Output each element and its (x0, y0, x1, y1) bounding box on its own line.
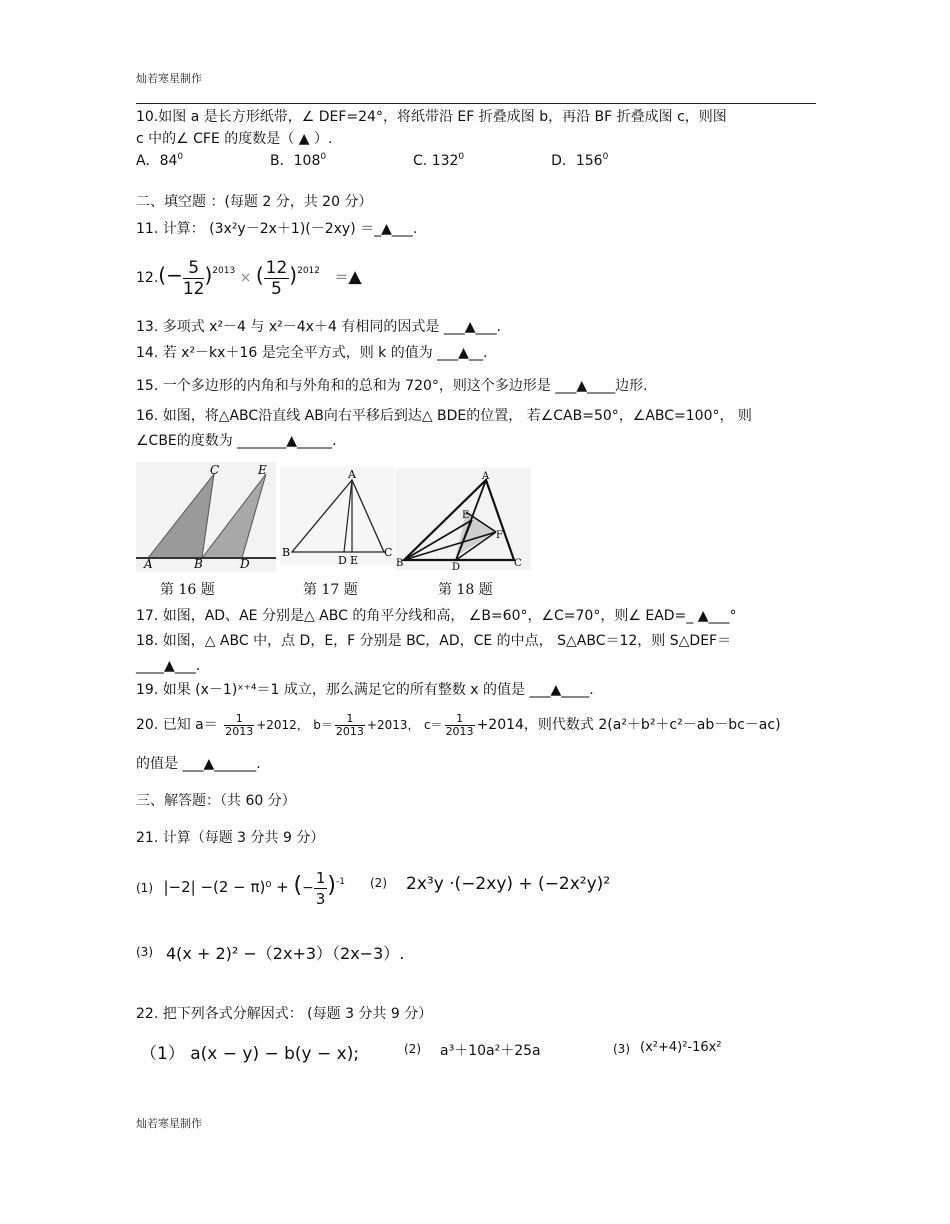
section3-title: 三、解答题：（共 60 分） (136, 793, 296, 809)
figure-18 (396, 468, 531, 570)
q22-part3-label: (3) (613, 1042, 630, 1056)
f16-label-e: E (258, 463, 267, 477)
figure-16-caption: 第 16 题 (160, 582, 215, 598)
q17: 17. 如图，AD、AE 分别是△ ABC 的角平分线和高， ∠B=60°，∠C=70°，则∠ EAD=_ ▲___° (136, 608, 737, 624)
q21-part3-expr: 4(x + 2)² −（2x+3）（2x−3）. (166, 944, 405, 963)
page-footer: 灿若寒星制作 (136, 1117, 202, 1130)
f17-label-d: D (338, 554, 347, 566)
f18-label-e: E (462, 510, 470, 521)
q20-frac-b: $\frac{1}{2013}$ (335, 711, 364, 738)
q18-line1: 18. 如图，△ ABC 中，点 D，E，F 分别是 BC，AD，CE 的中点， S△ABC＝12，则 S△DEF＝ (136, 633, 732, 649)
q12: 12.(− $\frac{5}{12})^{2013}$ × ( $\frac{12}{5})^{2012}$ ＝▲ (136, 257, 362, 299)
f18-label-f: F (496, 530, 503, 541)
figure-16 (136, 462, 276, 572)
figure-17-caption: 第 17 题 (303, 582, 358, 598)
q22-part2-label: (2) (404, 1042, 421, 1056)
f18-label-d: D (452, 562, 461, 570)
f17-label-b: B (282, 546, 291, 559)
q10-options: A．$84^0$ B．$108^0$ C. $132^0$ D．$156^0$ (136, 152, 609, 169)
q10-option-c: C. 132 (413, 153, 459, 169)
q16-line1: 16. 如图，将△ABC沿直线 AB向右平移后到达△ BDE的位置， 若∠CAB=50°，∠ABC=100°， 则 (136, 408, 752, 424)
f16-label-b: B (194, 557, 203, 571)
q11: 11. 计算： (3x²y－2x＋1)(－2xy) ＝_▲___. (136, 221, 418, 237)
q16-line2: ∠CBE的度数为 _______▲_____. (136, 433, 337, 449)
q10-option-d: D．156 (551, 153, 603, 169)
f18-label-c: C (514, 558, 522, 569)
q21-title: 21. 计算（每题 3 分共 9 分） (136, 830, 325, 846)
q14: 14. 若 x²－kx＋16 是完全平方式，则 k 的值为 ___▲__. (136, 345, 488, 361)
q15: 15. 一个多边形的内角和与外角和的总和为 720°，则这个多边形是 ___▲____边形. (136, 378, 648, 394)
q10-line1: 10.如图 a 是长方形纸带，∠ DEF=24°，将纸带沿 EF 折叠成图 b，再沿 BF 折叠成图 c，则图 (136, 109, 727, 125)
q22-title: 22. 把下列各式分解因式： (每题 3 分共 9 分） (136, 1006, 433, 1022)
q22-part3-expr: (x²+4)²-16x² (640, 1040, 722, 1055)
f18-label-b: B (396, 558, 404, 569)
q20-frac-c: $\frac{1}{2013}$ (445, 711, 474, 738)
q21-part3-label: (3) (136, 945, 153, 959)
q21-part1: (1) |−2| −(2 − π)⁰ + (− $\frac{1}{3})^{-1}$ (136, 868, 345, 908)
q20-frac-a: $\frac{1}{2013}$ (225, 711, 254, 738)
q22-part1: （1） a(x − y) − b(y − x); (140, 1044, 360, 1064)
f17-label-c: C (384, 546, 393, 559)
section2-title: 二、填空题 ：(每题 2 分，共 20 分） (136, 194, 373, 210)
header-rule (136, 103, 816, 104)
q18-line2: ____▲___. (136, 658, 201, 674)
f17-label-e: E (350, 554, 359, 566)
q21-part2-expr: 2x³y ·(−2xy) + (−2x²y)² (406, 874, 611, 894)
f16-label-c: C (210, 463, 220, 477)
q22-part2-expr: a³＋10a²＋25a (440, 1043, 541, 1059)
q10-option-a: A．84 (136, 153, 178, 169)
figure-18-caption: 第 18 题 (438, 582, 493, 598)
page-header: 灿若寒星制作 (136, 72, 202, 85)
q10-line2: c 中的∠ CFE 的度数是（ ▲ ）. (136, 131, 333, 147)
q21-part2-label: (2) (370, 876, 387, 890)
f16-label-d: D (240, 557, 250, 571)
q12-fraction-2: $\frac{12}{5}$ (265, 257, 288, 299)
q12-fraction-1: $\frac{5}{12}$ (182, 257, 205, 299)
f16-label-a: A (144, 557, 153, 571)
q13: 13. 多项式 x²－4 与 x²－4x＋4 有相同的因式是 ___▲___. (136, 319, 501, 335)
q20-line1: 20. 已知 a＝ $\frac{1}{2013}$ +2012， b＝ $\frac{1}{2013}$ +2013， c＝ $\frac{1}{2013}$ +2014，则代数式 2(a²＋b²＋c²－ab－bc－ac) (136, 711, 781, 738)
q20-line2: 的值是 ___▲______. (136, 756, 261, 772)
f17-label-a: A (348, 468, 356, 481)
q19: 19. 如果 (x－1)ˣ⁺⁴＝1 成立，那么满足它的所有整数 x 的值是 ___▲____. (136, 682, 594, 698)
f18-label-a: A (482, 471, 490, 482)
figure-17 (280, 466, 395, 566)
q10-option-b: B．108 (270, 153, 321, 169)
